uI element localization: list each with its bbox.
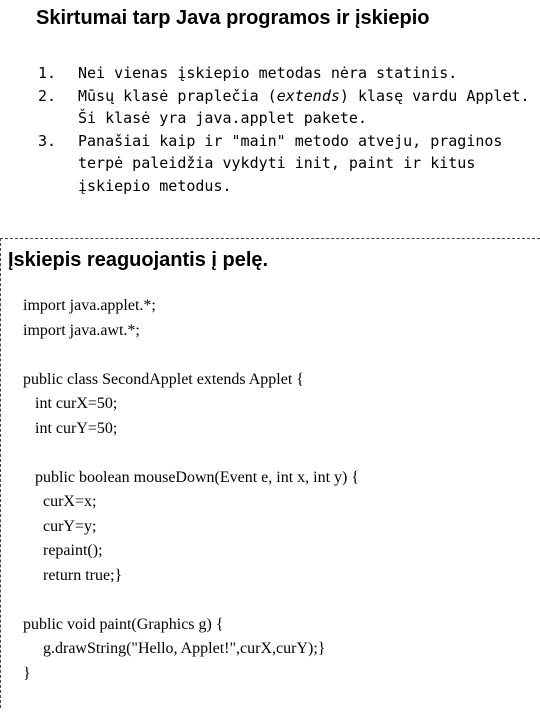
code-line: repaint(); <box>23 542 103 559</box>
code-line: import java.applet.*; <box>23 297 156 314</box>
list-item <box>38 62 533 85</box>
slide-bottom <box>0 238 540 708</box>
extends-keyword: extends <box>276 86 340 105</box>
code-line: curX=x; <box>23 493 97 510</box>
slide-title: Skirtumai tarp Java programos ir įskiepio <box>36 7 430 29</box>
code-line: public boolean mouseDown(Event e, int x, int y) { <box>23 468 360 486</box>
slide-top <box>0 0 540 235</box>
list-item <box>38 85 533 130</box>
code-line: curY=y; <box>23 517 97 535</box>
list-item-text: Panašiai kaip ir "main" metodo atveju, praginos terpė paleidžia vykdyti init, paint ir kitus įskiepio metodus. <box>78 131 503 195</box>
code-line <box>23 343 533 368</box>
code-block <box>23 294 533 686</box>
code-line: public class SecondApplet extends Applet { <box>23 370 304 388</box>
list-number: 2. <box>38 86 57 105</box>
list-item-text-after: ) klasę vardu Applet. Ši klasė yra java.applet pakete. <box>78 86 530 127</box>
differences-list <box>38 62 533 197</box>
code-line: public void paint(Graphics g) { <box>23 615 224 633</box>
code-line: return true;} <box>23 566 123 584</box>
list-number: 3. <box>38 131 57 150</box>
code-line: int curX=50; <box>23 395 118 412</box>
slide-title: Įskiepis reaguojantis į pelę. <box>8 249 269 271</box>
code-line <box>23 441 533 466</box>
list-number: 1. <box>38 64 57 82</box>
code-line <box>23 588 533 613</box>
list-item-text: Nei vienas įskiepio metodas nėra statinis. <box>78 64 458 82</box>
code-line: g.drawString("Hello, Applet!",curX,curY);} <box>23 640 326 657</box>
code-line: int curY=50; <box>23 419 118 437</box>
code-line: import java.awt.*; <box>23 321 140 339</box>
list-item <box>38 130 533 198</box>
list-item-text-before: Mūsų klasė praplečia ( <box>78 86 277 105</box>
code-line: } <box>23 664 31 682</box>
